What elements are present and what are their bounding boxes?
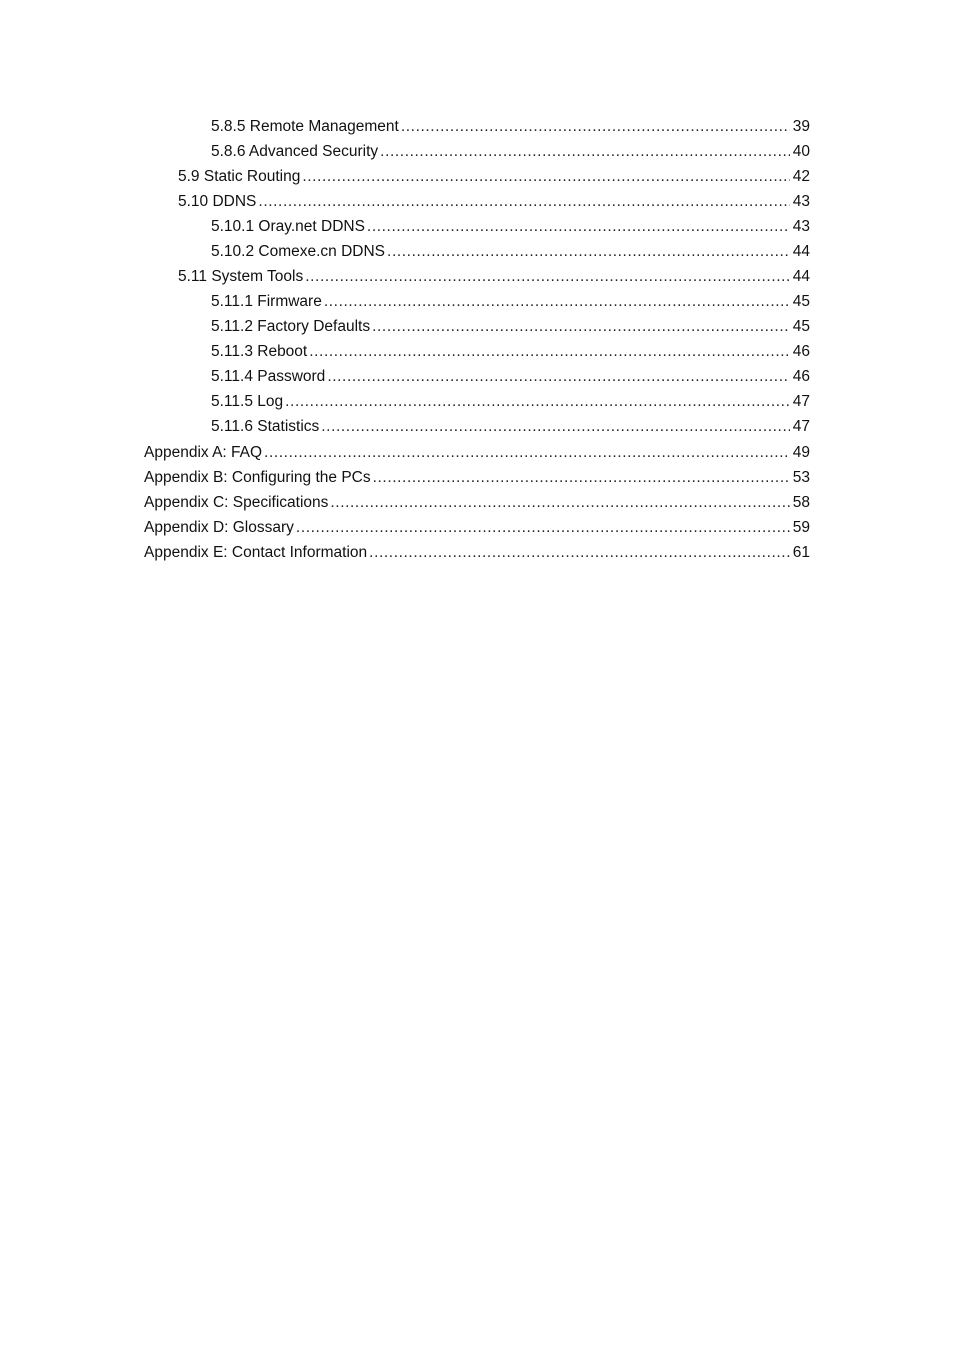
toc-entry-page: 39 (792, 118, 810, 135)
toc-entry[interactable] (144, 465, 810, 490)
toc-dot-leader (296, 515, 790, 540)
toc-entry-page: 49 (792, 444, 810, 461)
toc-entry-page: 44 (792, 243, 810, 260)
toc-entry-label: Appendix D: Glossary (144, 519, 294, 536)
toc-entry[interactable] (211, 389, 810, 414)
toc-entry-page: 58 (792, 494, 810, 511)
toc-dot-leader (401, 114, 790, 139)
toc-entry[interactable] (211, 239, 810, 264)
toc-entry[interactable] (211, 414, 810, 439)
toc-entry[interactable] (178, 189, 810, 214)
toc-entry-page: 44 (792, 268, 810, 285)
toc-entry-page: 61 (792, 544, 810, 561)
toc-entry-page: 43 (792, 218, 810, 235)
toc-dot-leader (305, 264, 790, 289)
toc-entry[interactable] (178, 164, 810, 189)
toc-entry-label: 5.11.2 Factory Defaults (211, 318, 371, 335)
toc-dot-leader (373, 465, 790, 490)
toc-entry-page: 46 (792, 368, 810, 385)
toc-entry-label: Appendix E: Contact Information (144, 544, 368, 561)
toc-entry-page: 46 (792, 343, 810, 360)
toc-entry-label: 5.11.3 Reboot (211, 343, 308, 360)
toc-entry[interactable] (144, 515, 810, 540)
toc-entry-page: 47 (792, 393, 810, 410)
table-of-contents (0, 114, 954, 565)
toc-entry[interactable] (211, 114, 810, 139)
toc-entry[interactable] (211, 314, 810, 339)
toc-entry-label: 5.11.1 Firmware (211, 293, 322, 310)
toc-entry-label: 5.8.5 Remote Management (211, 118, 399, 135)
toc-entry-page: 47 (792, 418, 810, 435)
toc-entry-page: 43 (792, 193, 810, 210)
toc-entry-label: 5.10.2 Comexe.cn DDNS (211, 243, 386, 260)
toc-entry-page: 45 (792, 293, 810, 310)
toc-entry-label: Appendix C: Specifications (144, 494, 329, 511)
toc-entry-label: 5.10 DDNS (178, 193, 257, 210)
toc-dot-leader (367, 214, 790, 239)
toc-entry-label: 5.8.6 Advanced Security (211, 143, 379, 160)
toc-entry-label: 5.11.6 Statistics (211, 418, 320, 435)
toc-dot-leader (302, 164, 789, 189)
toc-entry-label: Appendix B: Configuring the PCs (144, 469, 371, 486)
toc-entry-page: 40 (792, 143, 810, 160)
toc-entry-label: 5.11.4 Password (211, 368, 326, 385)
toc-dot-leader (309, 339, 790, 364)
toc-entry-label: 5.11.5 Log (211, 393, 284, 410)
toc-entry[interactable] (144, 440, 810, 465)
toc-dot-leader (372, 314, 790, 339)
toc-entry[interactable] (211, 289, 810, 314)
toc-entry-label: 5.9 Static Routing (178, 168, 301, 185)
toc-entry-label: 5.11 System Tools (178, 268, 304, 285)
toc-entry[interactable] (211, 214, 810, 239)
toc-dot-leader (380, 139, 790, 164)
toc-entry-label: Appendix A: FAQ (144, 444, 263, 461)
toc-entry[interactable] (211, 139, 810, 164)
toc-dot-leader (387, 239, 790, 264)
toc-entry-page: 59 (792, 519, 810, 536)
toc-dot-leader (327, 364, 789, 389)
toc-dot-leader (258, 189, 789, 214)
toc-entry[interactable] (144, 490, 810, 515)
toc-entry-page: 42 (792, 168, 810, 185)
toc-entry-page: 53 (792, 469, 810, 486)
toc-entry[interactable] (211, 339, 810, 364)
toc-dot-leader (285, 389, 790, 414)
toc-entry[interactable] (178, 264, 810, 289)
toc-dot-leader (321, 414, 789, 439)
toc-dot-leader (369, 540, 790, 565)
toc-dot-leader (264, 440, 790, 465)
toc-dot-leader (324, 289, 790, 314)
toc-dot-leader (330, 490, 789, 515)
toc-entry[interactable] (211, 364, 810, 389)
toc-entry-page: 45 (792, 318, 810, 335)
toc-entry-label: 5.10.1 Oray.net DDNS (211, 218, 365, 235)
toc-entry[interactable] (144, 540, 810, 565)
